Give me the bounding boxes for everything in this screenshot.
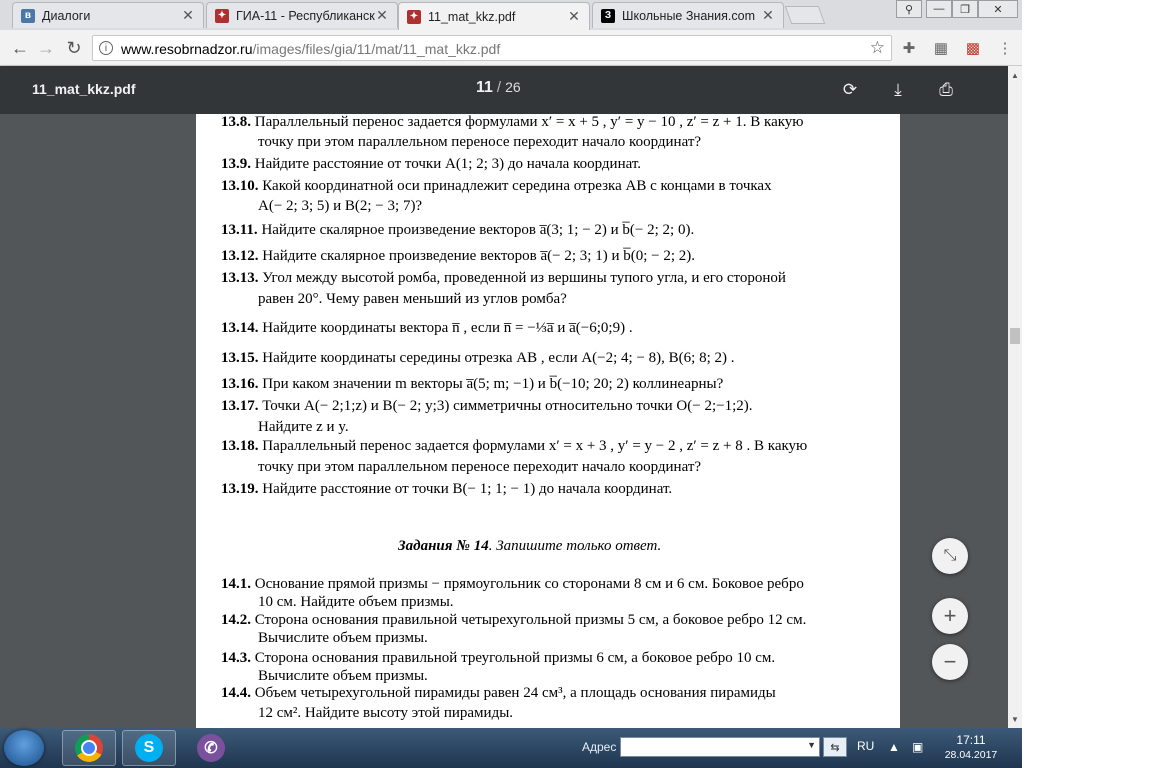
- problem-line: [221, 248, 695, 265]
- network-icon[interactable]: ▣: [912, 740, 924, 754]
- problem-line: [221, 398, 753, 415]
- problem-line: [221, 650, 775, 667]
- close-tab-icon[interactable]: ✕: [762, 7, 774, 23]
- tray-arrow-icon[interactable]: ▲: [888, 740, 900, 754]
- problem-number: 13.10.: [221, 178, 259, 194]
- vk-icon: в: [21, 9, 35, 23]
- scroll-up-icon[interactable]: ▲: [1011, 70, 1019, 80]
- problem-number: 13.12.: [221, 248, 259, 264]
- address-toolbar-input[interactable]: [620, 737, 820, 757]
- viber-icon: ✆: [197, 734, 225, 762]
- url-host: www.resobrnadzor.ru: [121, 41, 253, 57]
- url-text: [121, 41, 500, 57]
- problem-line: [258, 594, 454, 611]
- problem-line: [221, 114, 804, 131]
- tab-title: 11_mat_kkz.pdf: [428, 9, 516, 24]
- problem-number: 13.11.: [221, 222, 258, 238]
- problem-line: [258, 134, 701, 151]
- problem-text: Найдите z и y.: [258, 419, 349, 435]
- language-indicator[interactable]: RU: [857, 739, 875, 753]
- problem-number: 13.16.: [221, 376, 259, 392]
- heading-bold: Задания № 14: [398, 538, 489, 554]
- problem-line: [221, 438, 807, 455]
- scroll-down-icon[interactable]: ▼: [1011, 714, 1019, 724]
- address-go-button[interactable]: ⇆: [823, 737, 847, 757]
- problem-text: Сторона основания правильной четырехугольной призмы 5 см, а боковое ребро 12 см.: [254, 612, 807, 628]
- problem-line: [258, 198, 422, 215]
- problem-text: Какой координатной оси принадлежит середина отрезка AB с концами в точках: [262, 178, 772, 194]
- problem-line: [221, 222, 694, 239]
- page-separator: /: [496, 79, 502, 96]
- problem-line: [221, 350, 735, 367]
- problem-text: Параллельный перенос задается формулами x′ = x + 3 , y′ = y − 2 , z′ = z + 8 . В какую: [262, 438, 808, 454]
- problem-text: Основание прямой призмы − прямоугольник со сторонами 8 см и 6 см. Боковое ребро: [254, 576, 804, 592]
- maximize-button[interactable]: ❐: [952, 0, 978, 18]
- problem-number: 14.1.: [221, 576, 251, 592]
- extension-puzzle-icon[interactable]: ✚: [902, 40, 916, 57]
- address-toolbar-label: Адрес: [582, 740, 617, 754]
- back-icon[interactable]: ←: [11, 37, 29, 58]
- problem-text: Параллельный перенос задается формулами x′ = x + 5 , y′ = y − 10 , z′ = z + 1. В какую: [254, 114, 804, 130]
- current-page-input[interactable]: 11: [476, 79, 493, 96]
- start-button[interactable]: [4, 730, 44, 766]
- print-icon[interactable]: ⎙: [939, 80, 953, 99]
- tab-title: ГИА-11 - Республиканск: [236, 8, 375, 23]
- chrome-icon: [75, 734, 103, 762]
- pdf-viewport[interactable]: [0, 114, 1008, 728]
- extension-screen-icon[interactable]: ▦: [933, 40, 949, 57]
- skype-icon: S: [135, 734, 163, 762]
- pdf-page: [196, 114, 900, 728]
- problem-text: Найдите скалярное произведение векторов a̅(3; 1; − 2) и b̅(− 2; 2; 0).: [261, 222, 695, 238]
- problem-line: [221, 376, 723, 393]
- problem-line: [258, 705, 513, 722]
- extension-grid-icon[interactable]: ▩: [965, 40, 981, 57]
- section-heading: [398, 538, 661, 555]
- emblem-icon: ✦: [215, 9, 229, 23]
- vertical-scrollbar[interactable]: [1008, 66, 1022, 728]
- clock-time: 17:11: [956, 733, 986, 747]
- problem-line: [221, 178, 772, 195]
- problem-text: Найдите расстояние от точки B(− 1; 1; − 1) до начала координат.: [262, 481, 673, 497]
- problem-text: Найдите расстояние от точки A(1; 2; 3) до начала координат.: [254, 156, 642, 172]
- problem-number: 13.15.: [221, 350, 259, 366]
- tab-pdf[interactable]: [398, 2, 590, 30]
- minimize-button[interactable]: —: [926, 0, 952, 18]
- problem-line: [221, 320, 633, 337]
- problem-line: [258, 459, 701, 476]
- problem-number: 13.8.: [221, 114, 251, 130]
- problem-number: 13.13.: [221, 270, 259, 286]
- tab-strip: [0, 0, 1022, 30]
- problem-number: 13.9.: [221, 156, 251, 172]
- problem-line: [221, 270, 786, 287]
- close-tab-icon[interactable]: ✕: [182, 7, 194, 23]
- problem-text: точку при этом параллельном переносе переходит начало координат?: [258, 459, 702, 475]
- problem-number: 13.17.: [221, 398, 259, 414]
- fit-page-icon[interactable]: ⤡: [932, 538, 968, 574]
- pdf-filename: 11_mat_kkz.pdf: [32, 81, 136, 97]
- problem-text: 12 см². Найдите высоту этой пирамиды.: [258, 705, 514, 721]
- tab-gia[interactable]: [206, 2, 398, 28]
- windows-taskbar: [0, 728, 1022, 768]
- problem-number: 13.18.: [221, 438, 259, 454]
- taskbar-chrome[interactable]: [62, 730, 116, 766]
- zoom-in-icon[interactable]: +: [932, 598, 968, 634]
- problem-line: [221, 481, 672, 498]
- address-bar[interactable]: [92, 35, 892, 61]
- reload-icon[interactable]: ↻: [66, 37, 82, 58]
- problem-line: [221, 685, 776, 702]
- clock-date: 28.04.2017: [944, 749, 998, 761]
- taskbar-viber[interactable]: [184, 730, 238, 766]
- zoom-out-icon[interactable]: −: [932, 644, 968, 680]
- info-icon[interactable]: i: [99, 41, 113, 55]
- heading-rest: . Запишите только ответ.: [488, 538, 662, 554]
- problem-line: [221, 612, 806, 629]
- problem-text: Точки A(− 2;1;z) и B(− 2; y;3) симметричны относительно точки O(− 2;−1;2).: [262, 398, 753, 414]
- problem-line: [258, 630, 428, 647]
- problem-text: точку при этом параллельном переносе переходит начало координат?: [258, 134, 702, 150]
- problem-number: 14.4.: [221, 685, 251, 701]
- problem-text: При каком значении m векторы a̅(5; m; −1) и b̅(−10; 20; 2) коллинеарны?: [262, 376, 724, 392]
- problem-number: 13.19.: [221, 481, 259, 497]
- problem-text: Вычислите объем призмы.: [258, 668, 428, 684]
- new-tab-button[interactable]: [785, 6, 826, 24]
- tab-title: Диалоги: [42, 8, 91, 23]
- problem-line: [221, 576, 804, 593]
- desktop-blank-area: [1022, 0, 1150, 768]
- problem-text: Найдите координаты середины отрезка AB , если A(−2; 4; − 8), B(6; 8; 2) .: [262, 350, 735, 366]
- problem-text: равен 20°. Чему равен меньший из углов ромба?: [258, 291, 567, 307]
- problem-text: Найдите скалярное произведение векторов a̅(− 2; 3; 1) и b̅(0; − 2; 2).: [262, 248, 696, 264]
- pdf-toolbar: [0, 66, 1008, 114]
- user-icon[interactable]: ⚲: [896, 0, 922, 18]
- problem-text: Вычислите объем призмы.: [258, 630, 428, 646]
- problem-line: [221, 156, 641, 173]
- total-pages: 26: [505, 79, 521, 95]
- problem-line: [258, 668, 428, 685]
- clock[interactable]: [940, 733, 1002, 763]
- dropdown-arrow-icon[interactable]: ▼: [807, 740, 816, 750]
- emblem-icon: ✦: [407, 10, 421, 24]
- problem-line: [258, 419, 349, 436]
- problem-line: [258, 291, 567, 308]
- page-indicator: [476, 79, 521, 97]
- problem-number: 14.3.: [221, 650, 251, 666]
- close-tab-icon[interactable]: ✕: [376, 7, 388, 23]
- close-window-button[interactable]: ✕: [978, 0, 1018, 18]
- problem-text: A(− 2; 3; 5) и B(2; − 3; 7)?: [258, 198, 423, 214]
- tab-dialogs[interactable]: [12, 2, 204, 28]
- problem-text: Сторона основания правильной треугольной призмы 6 см, а боковое ребро 10 см.: [254, 650, 776, 666]
- problem-text: Объем четырехугольной пирамиды равен 24 см³, а площадь основания пирамиды: [254, 685, 776, 701]
- menu-dots-icon[interactable]: ⋮: [997, 40, 1013, 57]
- znanija-icon: З: [601, 9, 615, 23]
- tab-znanija[interactable]: [592, 2, 784, 28]
- problem-number: 13.14.: [221, 320, 259, 336]
- browser-toolbar: [0, 30, 1022, 66]
- problem-text: Найдите координаты вектора n̅ , если n̅ = −⅓a̅ и a̅(−6;0;9) .: [262, 320, 633, 336]
- problem-text: Угол между высотой ромба, проведенной из вершины тупого угла, и его стороной: [262, 270, 786, 286]
- url-path: /images/files/gia/11/mat/11_mat_kkz.pdf: [252, 41, 501, 57]
- close-tab-icon[interactable]: ✕: [568, 8, 580, 24]
- forward-icon[interactable]: →: [37, 37, 55, 58]
- bookmark-star-icon[interactable]: ☆: [869, 38, 885, 57]
- problem-number: 14.2.: [221, 612, 251, 628]
- download-icon[interactable]: ⤓: [894, 80, 902, 99]
- problem-text: 10 см. Найдите объем призмы.: [258, 594, 454, 610]
- taskbar-skype[interactable]: [122, 730, 176, 766]
- tab-title: Школьные Знания.com: [622, 8, 756, 23]
- scroll-thumb[interactable]: [1010, 328, 1020, 344]
- rotate-icon[interactable]: ⟳: [842, 80, 858, 99]
